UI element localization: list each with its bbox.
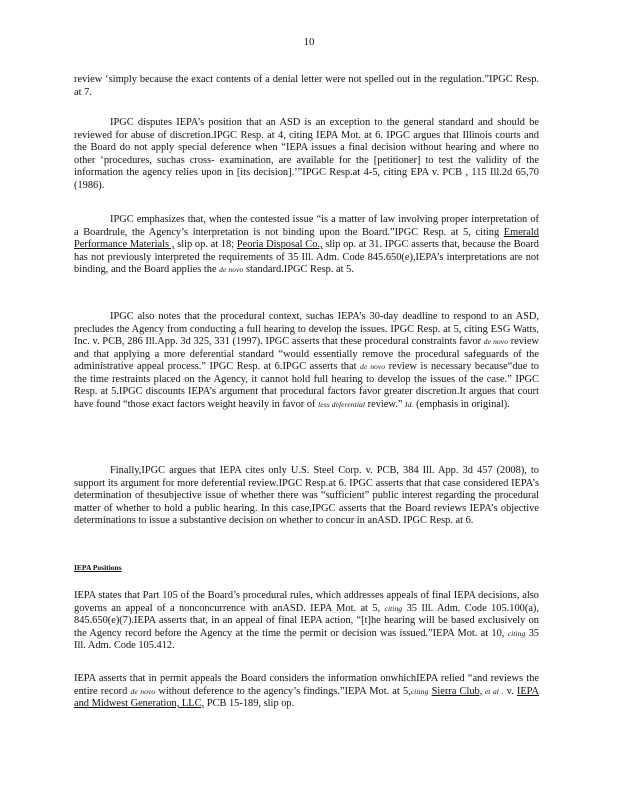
de-novo-term: de novo [360, 362, 386, 371]
page-number: 10 [303, 36, 315, 48]
paragraph-2-text: IPGC disputes IEPA’s position that an ASD is an exception to the general standard and should be reviewed for abuse of discretion.IPGC Resp. at 4, citing IEPA Mot. at 6. IPGC argues that Illinois courts and the Board do not apply special deference when “IEPA issues a final decision without hearing and where no other ‘procedures, suchas cross- examination, are available for the [petitioner] to test the validity of the information the agency relies upon in [its decision].’”IPGC Resp.at 4-5, citing EPA v. PCB , 115 Ill.2d 65,70 (1986). [74, 117, 539, 191]
de-novo-term: de novo [130, 686, 156, 696]
paragraph-5-text: Finally,IPGC argues that IEPA cites only U.S. Steel Corp. v. PCB, 384 Ill. App. 3d 457 (2008), to support its argument for more deferential review.IPGC Resp.at 6. IPGC asserts that that case considered IEPA’s determination of thesubjective issue of whether there was “sufficient” public interest regarding the procedural matter of whether to hold a public hearing. In this case,IPGC asserts that the Board reviews IEPA’s objective determinations to issue a substantive decision on whether to concur in anASD. IPGC Resp. at 6. [74, 465, 539, 526]
case-citation-emerald: Emerald Performance Materials , [74, 226, 539, 250]
paragraph-6 [74, 590, 539, 653]
et-al-term: et al . [482, 686, 504, 696]
paragraph-7 [74, 673, 539, 711]
paragraph-7-text: IEPA asserts that in permit appeals the Board considers the information onwhichIEPA relied “and reviews the entire record de novo without deference to the agency’s findings.”IEPA Mot. at 5,citing Sierra Club, et al . v. IEPA and Midwest Generation, LLC, PCB 15-189, slip op. [74, 673, 540, 709]
paragraph-4-text: IPGC also notes that the procedural context, suchas IEPA’s 30-day deadline to respond to an ASD, precludes the Agency from conducting a full hearing to develop the issues. IPGC Resp. at 5, citing ESG Watts, Inc. v. PCB, 286 Ill.App. 3d 325, 331 (1997). IPGC asserts that these procedural constraints favor de novo review and that applying a more deferential standard “would essentially remove the procedural safeguards of the administrative appeal process.” IPGC Resp. at 6.IPGC asserts that de novo review is necessary because“due to the time restraints placed on the Agency, it cannot hold full hearing to develop the issues of the case.” IPGC Resp. at 5.IPGC discounts IEPA’s argument that procedural factors favor greater discretion.It argues that court have found “those exact factors weight heavily in favor of less deferential review.” Id. (emphasis in original). [74, 311, 540, 410]
paragraph-6-text: IEPA states that Part 105 of the Board’s procedural rules, which addresses appeals of final IEPA decisions, also governs an appeal of a nonconcurrence with anASD. IEPA Mot. at 5, citing 35 Ill. Adm. Code 105.100(a), 845.650(e)(7).IEPA asserts that, in an appeal of final IEPA action, “[t]he hearing will be based exclusively on the Agency record before the Agency at the time the permit or decision was issued.”IEPA Mot. at 10, citing 35 Ill. Adm. Code 105.412. [74, 590, 539, 651]
paragraph-3-text: IPGC emphasizes that, when the contested issue “is a matter of law involving proper interpretation of a Boardrule, the Agency’s interpretation is not binding upon the Board.”IPGC Resp. at 5, citing Emerald Performance Materials , slip op. at 18; Peoria Disposal Co., slip op. at 31. IPGC asserts that, because the Board has not previously interpreted the requirements of 35 Ill. Adm. Code 845.650(e),IEPA’s interpretations are not binding, and the Board applies the de novo standard.IPGC Resp. at 5. [74, 214, 539, 275]
de-novo-term: de novo [483, 337, 509, 346]
citing-term: citing [410, 686, 429, 696]
paragraph-2 [74, 117, 539, 192]
case-citation-midwest: IEPA and Midwest Generation, LLC, [74, 685, 540, 709]
paragraph-3 [74, 214, 539, 277]
citing-term: citing [384, 603, 403, 613]
paragraph-4 [74, 311, 539, 411]
less-deferential-term: less deferential [318, 399, 366, 409]
paragraph-1-text: review ‘simply because the exact contents of a denial letter were not spelled out in the regulation.”IPGC Resp. at 7. [74, 74, 539, 98]
de-novo-term: de novo [219, 265, 244, 274]
case-citation-peoria: Peoria Disposal Co., [236, 239, 323, 250]
case-citation-sierra-club: Sierra Club, [431, 685, 483, 697]
paragraph-5 [74, 465, 539, 528]
citing-term: citing [507, 628, 526, 638]
id-citation: Id. [405, 399, 414, 409]
section-heading: IEPA Positions [74, 563, 122, 572]
paragraph-1 [74, 74, 539, 99]
